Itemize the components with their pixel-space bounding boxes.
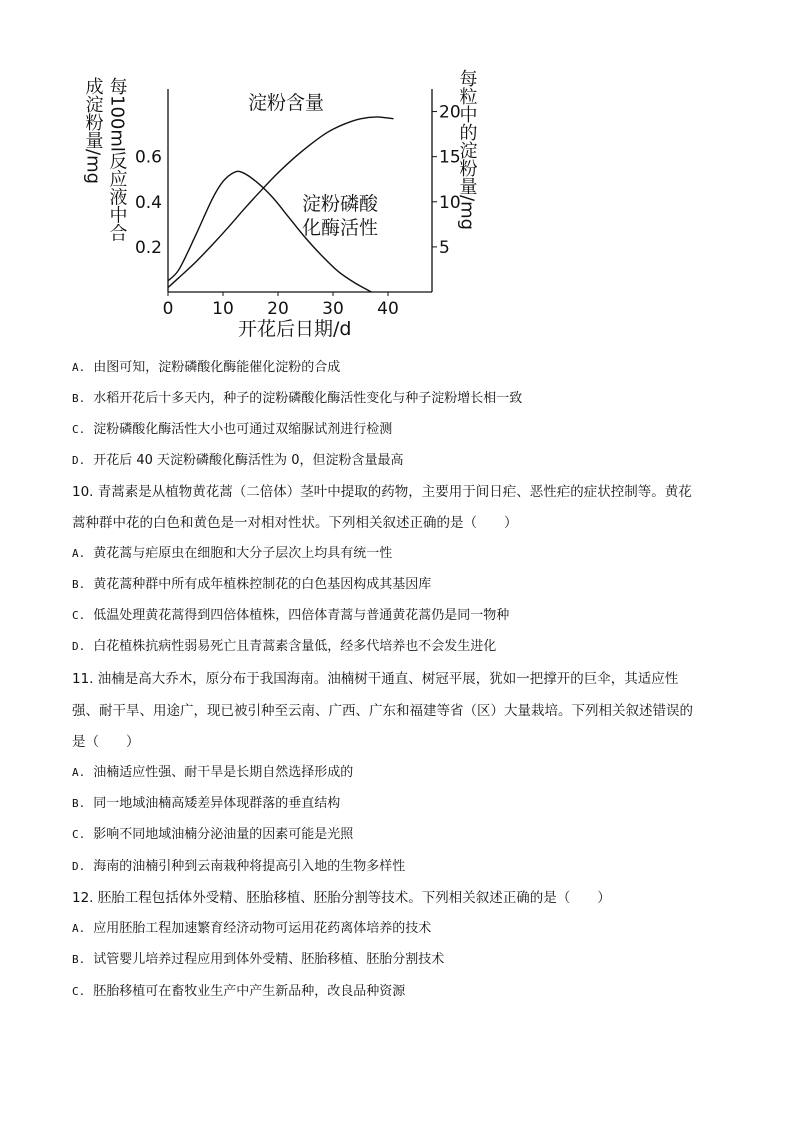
left-tick-label: 0.6 — [134, 147, 162, 168]
q12-stem-line1: 12. 胚胎工程包括体外受精、胚胎移植、胚胎分割等技术。下列相关叙述正确的是（ ） — [72, 890, 611, 906]
x-tick-label: 10 — [212, 299, 234, 319]
x-tick-label: 40 — [377, 299, 399, 319]
q9-option-d: D. 开花后 40 天淀粉磷酸化酶活性为 0，但淀粉含量最高 — [72, 453, 404, 468]
q10-option-c: C. 低温处理黄花蒿得到四倍体植株，四倍体青蒿与普通黄花蒿仍是同一物种 — [72, 608, 510, 623]
left-ticks — [135, 148, 162, 258]
right-axis-label: 每粒中的淀粉量/mg — [456, 69, 478, 231]
series-label-enzyme-line1: 淀粉磷酸 — [302, 193, 379, 215]
q9-option-b: B. 水稻开花后十多天内，种子的淀粉磷酸化酶活性变化与种子淀粉增长相一致 — [72, 391, 523, 406]
starch-chart — [60, 55, 478, 355]
q11-option-b: B. 同一地域油楠高矮差异体现群落的垂直结构 — [72, 796, 341, 811]
left-tick-label: 0.2 — [134, 237, 162, 258]
x-tick-label: 30 — [322, 299, 344, 319]
x-axis-label: 开花后日期/d — [238, 318, 352, 340]
left-tick-label: 0.4 — [134, 192, 162, 213]
left-axis-label-inner: 每100ml反应液中合 — [106, 77, 128, 242]
q9-option-c: C. 淀粉磷酸化酶活性大小也可通过双缩脲试剂进行检测 — [72, 422, 393, 437]
q12-option-b: B. 试管婴儿培养过程应用到体外受精、胚胎移植、胚胎分割技术 — [72, 952, 445, 967]
right-tick-label: 5 — [439, 237, 450, 258]
q10-stem-line1: 10. 青蒿素是从植物黄花蒿（二倍体）茎叶中提取的药物，主要用于间日疟、恶性疟的症状控制等。黄花 — [72, 484, 692, 500]
q10-stem-line2: 蒿种群中花的白色和黄色是一对相对性状。下列相关叙述正确的是（ ） — [72, 515, 518, 531]
q11-option-a: A. 油楠适应性强、耐干旱是长期自然选择形成的 — [72, 765, 354, 780]
x-ticks — [163, 292, 399, 319]
right-tick-label: 10 — [439, 192, 461, 213]
q10-option-d: D. 白花植株抗病性弱易死亡且青蒿素含量低，经多代培养也不会发生进化 — [72, 639, 497, 654]
q11-stem-line3: 是（ ） — [72, 734, 140, 750]
q10-option-b: B. 黄花蒿种群中所有成年植株控制花的白色基因构成其基因库 — [72, 577, 432, 592]
series-label-starch: 淀粉含量 — [248, 92, 325, 114]
q12-option-a: A. 应用胚胎工程加速繁育经济动物可运用花药离体培养的技术 — [72, 921, 432, 936]
x-tick-label: 20 — [267, 299, 289, 319]
series-label-enzyme-line2: 化酶活性 — [302, 217, 379, 239]
q12-option-c: C. 胚胎移植可在畜牧业生产中产生新品种，改良品种资源 — [72, 984, 406, 999]
right-tick-label: 15 — [439, 147, 461, 168]
left-axis-label-outer: 成淀粉量/mg — [82, 77, 104, 185]
q10-option-a: A. 黄花蒿与疟原虫在细胞和大分子层次上均具有统一性 — [72, 546, 393, 561]
q11-option-d: D. 海南的油楠引种到云南栽种将提高引入地的生物多样性 — [72, 859, 406, 874]
q11-stem-line1: 11. 油楠是高大乔木，原分布于我国海南。油楠树干通直、树冠平展，犹如一把撑开的巨伞，其适应性 — [72, 671, 679, 687]
q11-stem-line2: 强、耐干旱、用途广，现已被引种至云南、广西、广东和福建等省（区）大量栽培。下列相关叙述错误的 — [72, 703, 693, 719]
right-tick-label: 20 — [439, 102, 461, 123]
x-tick-label: 0 — [162, 299, 174, 319]
q9-option-a: A. 由图可知，淀粉磷酸化酶能催化淀粉的合成 — [72, 360, 341, 375]
q11-option-c: C. 影响不同地域油楠分泌油量的因素可能是光照 — [72, 827, 354, 842]
